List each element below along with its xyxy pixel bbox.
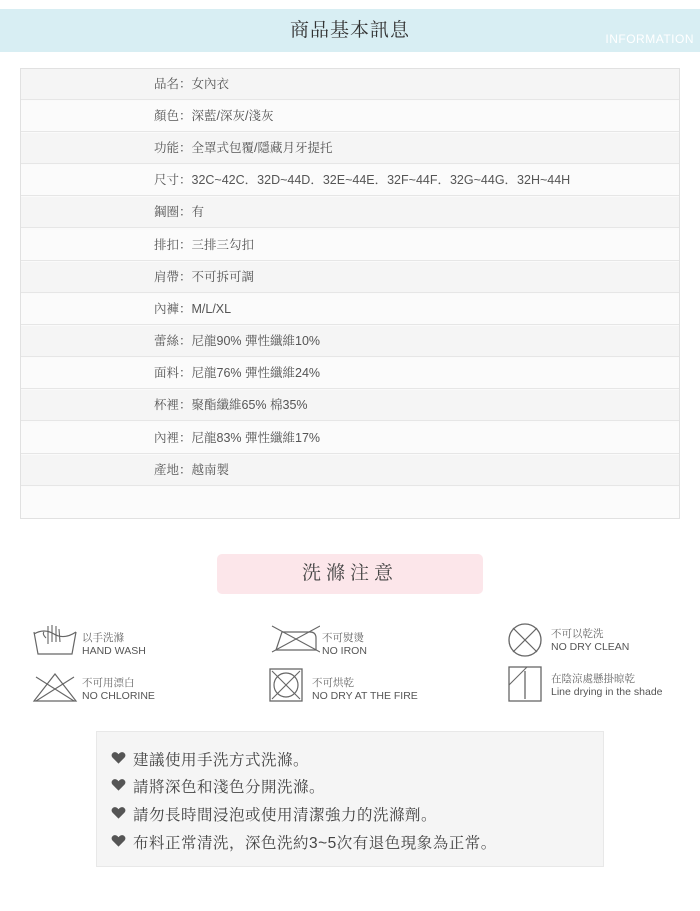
- care-item-no-tumble-dry: [268, 667, 468, 707]
- spec-row-name: 品名：女內衣: [21, 69, 679, 100]
- no-bleach-label: 不可用漂白 NO CHLORINE: [82, 677, 155, 702]
- spec-row-lace: 蕾絲：尼龍90% 彈性纖維10%: [21, 326, 679, 357]
- info-subtitle: INFORMATION: [605, 32, 694, 46]
- no-tumble-dry-label: 不可烘乾 NO DRY AT THE FIRE: [312, 677, 418, 702]
- info-title: 商品基本訊息: [289, 20, 410, 41]
- spec-row-function: 功能：全罩式包覆/隱藏月牙提托: [21, 133, 679, 164]
- spec-row-color: 顏色：深藍/深灰/淺灰: [21, 101, 679, 132]
- hand-wash-icon: [32, 624, 78, 658]
- note-item: 請勿長時間浸泡或使用清潔強力的洗滌劑。: [133, 803, 437, 825]
- hand-wash-label: 以手洗滌 HAND WASH: [82, 632, 146, 657]
- heart-icon: [111, 751, 126, 765]
- care-item-no-bleach: [32, 671, 232, 711]
- care-banner: 洗滌注意: [217, 554, 483, 594]
- spec-row-underwire: 鋼圈：有: [21, 197, 679, 228]
- no-iron-label: 不可熨燙 NO IRON: [322, 632, 367, 657]
- no-bleach-icon: [32, 671, 78, 703]
- spec-row-inner-lining: 內裡：尼龍83% 彈性纖維17%: [21, 423, 679, 454]
- care-item-no-dry-clean: [507, 622, 697, 662]
- no-iron-icon: [270, 624, 320, 654]
- spec-row-fabric: 面料：尼龍76% 彈性纖維24%: [21, 358, 679, 389]
- no-dry-clean-label: 不可以乾洗 NO DRY CLEAN: [551, 628, 630, 653]
- spec-row-cup-lining: 杯裡：聚酯纖維65% 棉35%: [21, 390, 679, 421]
- note-item: 布料正常清洗，深色洗約3~5次有退色現象為正常。: [133, 831, 497, 853]
- care-item-line-dry-shade: [507, 665, 697, 705]
- heart-icon: [111, 806, 126, 820]
- care-notes-box: [96, 731, 604, 867]
- care-item-hand-wash: [32, 624, 232, 664]
- spec-row-size: 尺寸：32C~42C．32D~44D．32E~44E．32F~44F．32G~44G．32H~44H: [21, 165, 679, 196]
- heart-icon: [111, 834, 126, 848]
- spec-row-hooks: 排扣：三排三勾扣: [21, 230, 679, 261]
- line-dry-shade-icon: [507, 665, 543, 703]
- line-dry-shade-label: 在陰涼處懸掛晾乾 Line drying in the shade: [551, 673, 663, 698]
- spec-row-panty: 內褲：M/L/XL: [21, 294, 679, 325]
- info-banner: [0, 9, 700, 52]
- heart-icon: [111, 778, 126, 792]
- note-item: 請將深色和淺色分開洗滌。: [133, 775, 325, 797]
- no-dry-clean-icon: [507, 622, 543, 658]
- spec-table: [20, 68, 680, 519]
- spec-row-empty: [21, 487, 679, 518]
- note-item: 建議使用手洗方式洗滌。: [133, 748, 309, 770]
- care-item-no-iron: [270, 624, 470, 664]
- spec-row-straps: 肩帶：不可拆可調: [21, 262, 679, 293]
- spec-row-origin: 產地：越南製: [21, 455, 679, 486]
- no-tumble-dry-icon: [268, 667, 304, 703]
